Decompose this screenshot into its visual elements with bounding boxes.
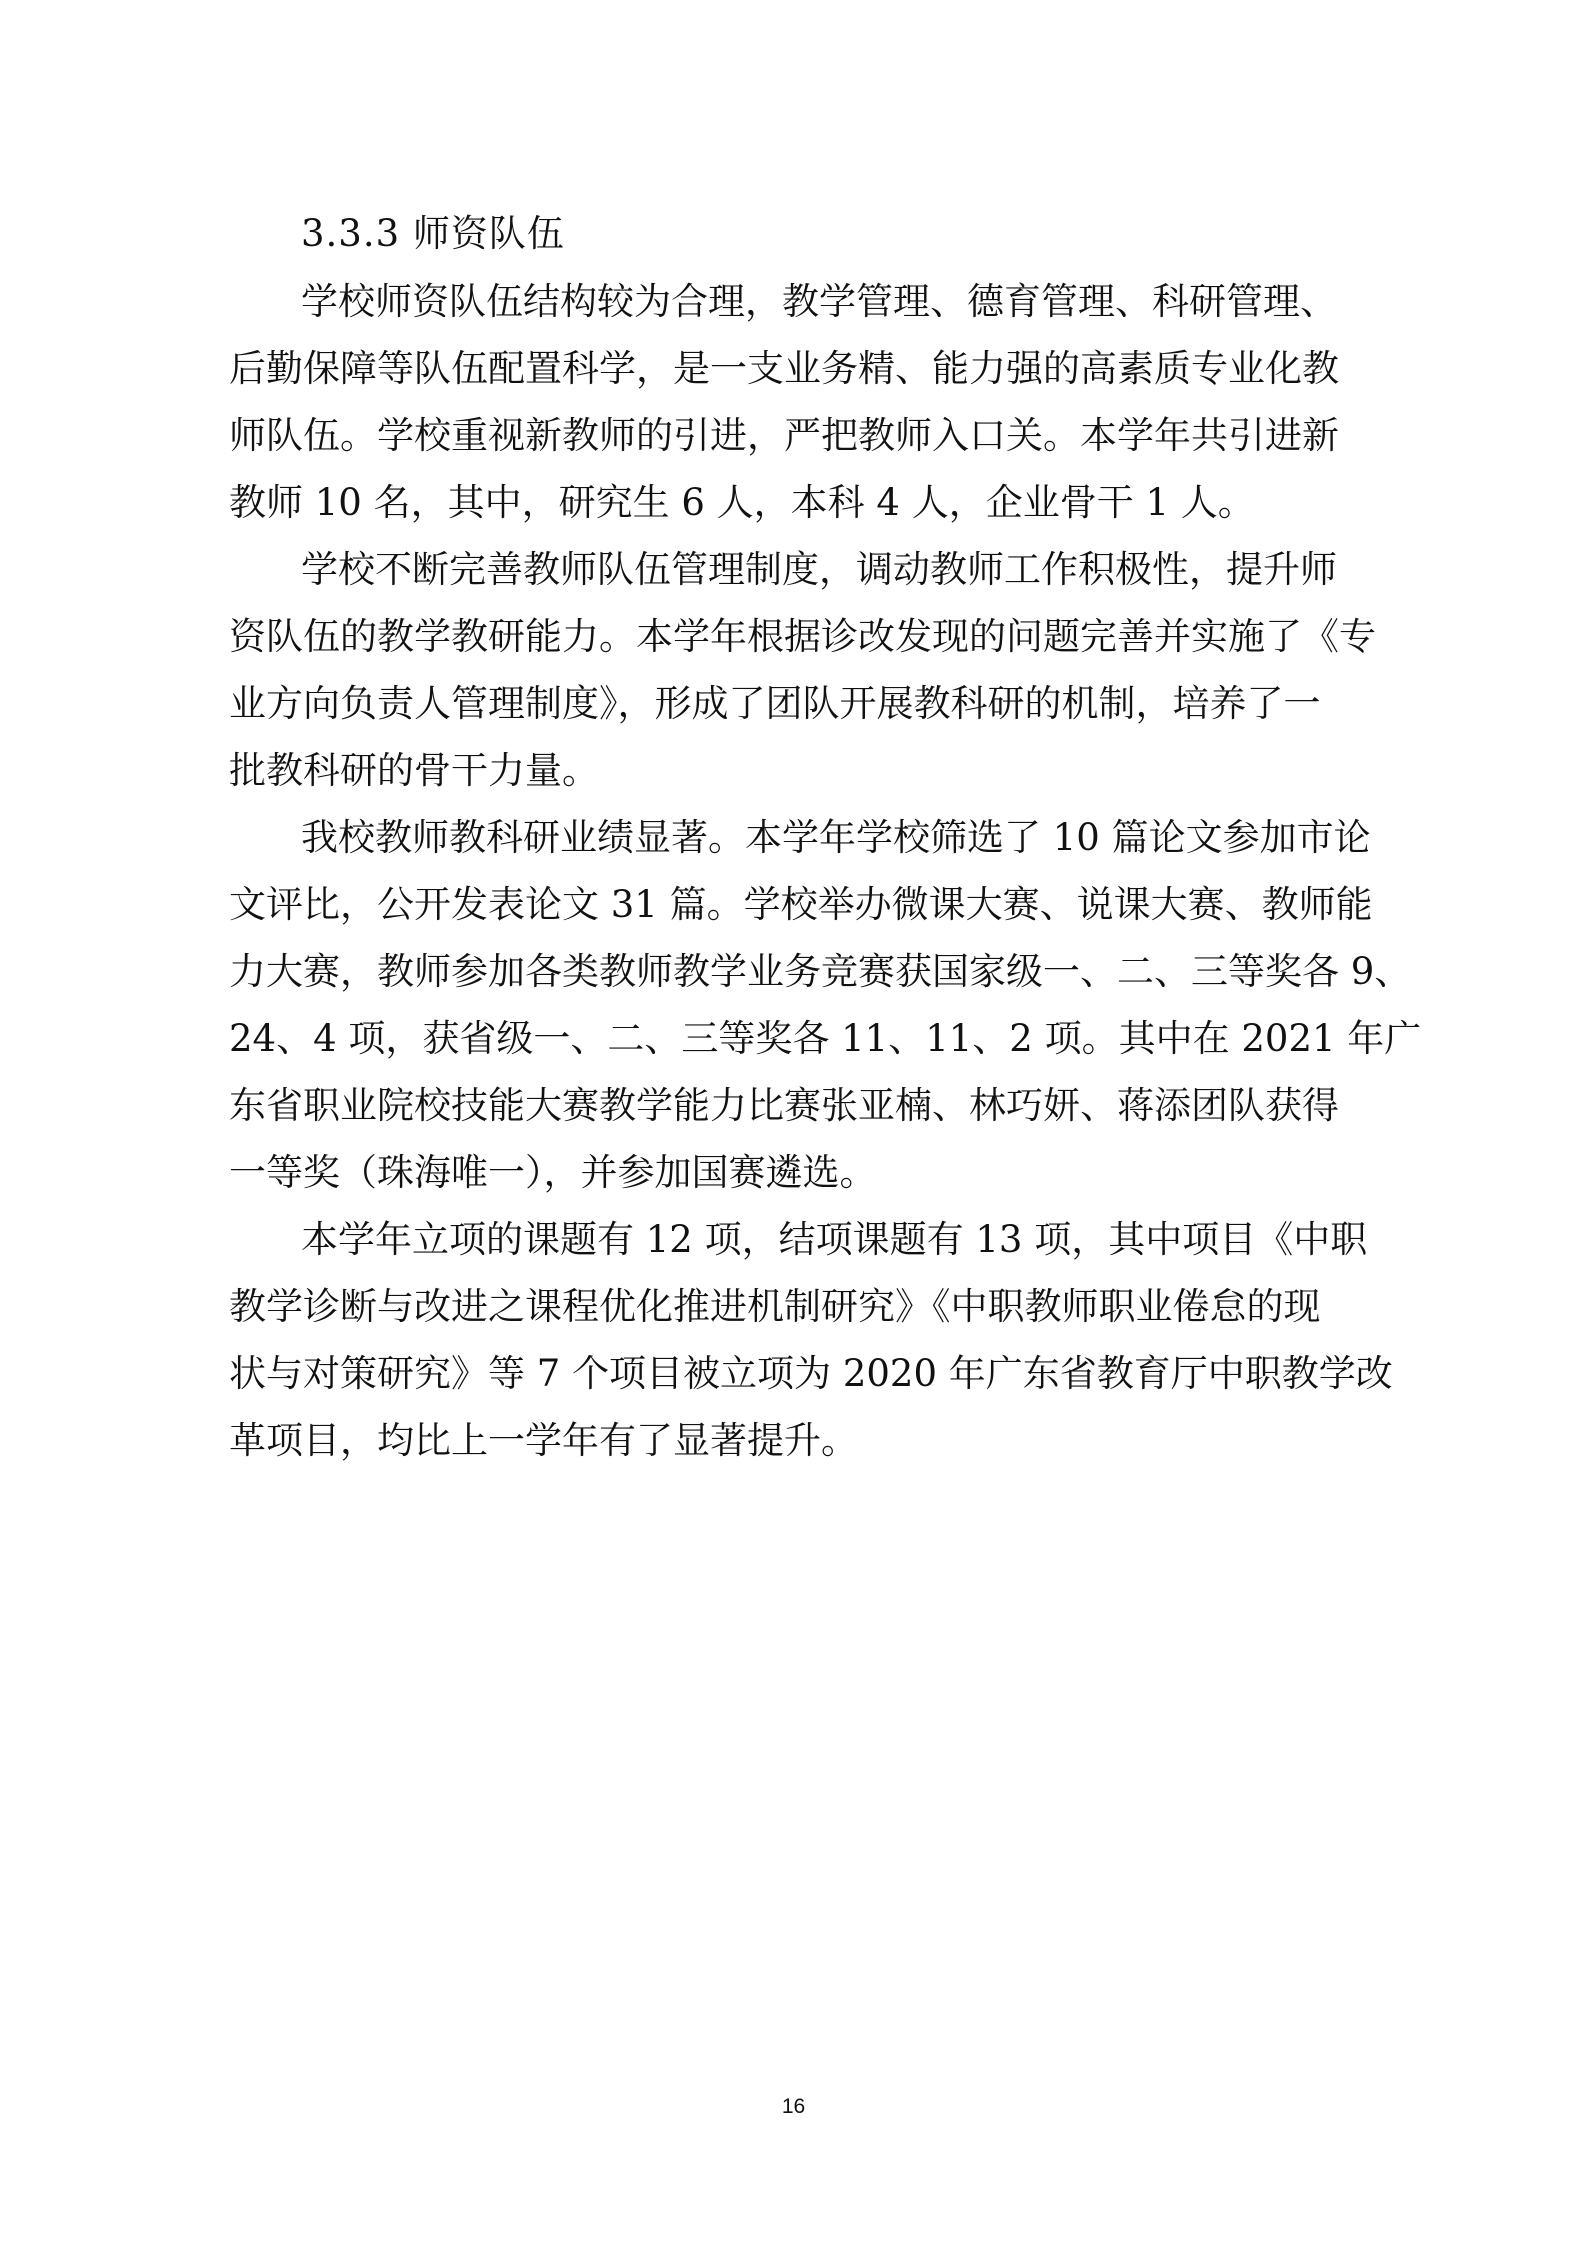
paragraph-line: 后勤保障等队伍配置科学，是一支业务精、能力强的高素质专业化教 <box>229 347 1339 390</box>
paragraph-line: 批教科研的骨干力量。 <box>229 749 599 792</box>
page-number: 16 <box>781 2095 806 2118</box>
section-heading: 3.3.3 师资队伍 <box>301 212 565 255</box>
paragraph-line: 一等奖（珠海唯一），并参加国赛遴选。 <box>229 1151 877 1194</box>
paragraph-line: 革项目，均比上一学年有了显著提升。 <box>229 1419 858 1462</box>
paragraph-line: 力大赛，教师参加各类教师教学业务竞赛获国家级一、二、三等奖各 9、 <box>229 950 1412 993</box>
paragraph-line: 状与对策研究》等 7 个项目被立项为 2020 年广东省教育厅中职教学改 <box>229 1352 1393 1395</box>
paragraph-line: 本学年立项的课题有 12 项，结项课题有 13 项，其中项目《中职 <box>301 1218 1368 1261</box>
paragraph-line: 学校师资队伍结构较为合理，教学管理、德育管理、科研管理、 <box>301 280 1337 323</box>
paragraph-line: 学校不断完善教师队伍管理制度，调动教师工作积极性，提升师 <box>301 548 1337 591</box>
paragraph-line: 24、4 项，获省级一、二、三等奖各 11、11、2 项。其中在 2021 年广 <box>229 1017 1422 1060</box>
paragraph-line: 东省职业院校技能大赛教学能力比赛张亚楠、林巧妍、蒋添团队获得 <box>229 1084 1339 1127</box>
paragraph-line: 教师 10 名，其中，研究生 6 人，本科 4 人，企业骨干 1 人。 <box>229 481 1255 524</box>
paragraph-line: 我校教师教科研业绩显著。本学年学校筛选了 10 篇论文参加市论 <box>301 816 1371 859</box>
paragraph-line: 资队伍的教学教研能力。本学年根据诊改发现的问题完善并实施了《专 <box>229 615 1376 658</box>
paragraph-line: 师队伍。学校重视新教师的引进，严把教师入口关。本学年共引进新 <box>229 414 1339 457</box>
paragraph-line: 教学诊断与改进之课程优化推进机制研究》《中职教师职业倦怠的现 <box>229 1285 1321 1328</box>
paragraph-line: 业方向负责人管理制度》，形成了团队开展教科研的机制，培养了一 <box>229 682 1321 725</box>
paragraph-line: 文评比，公开发表论文 31 篇。学校举办微课大赛、说课大赛、教师能 <box>229 883 1373 926</box>
